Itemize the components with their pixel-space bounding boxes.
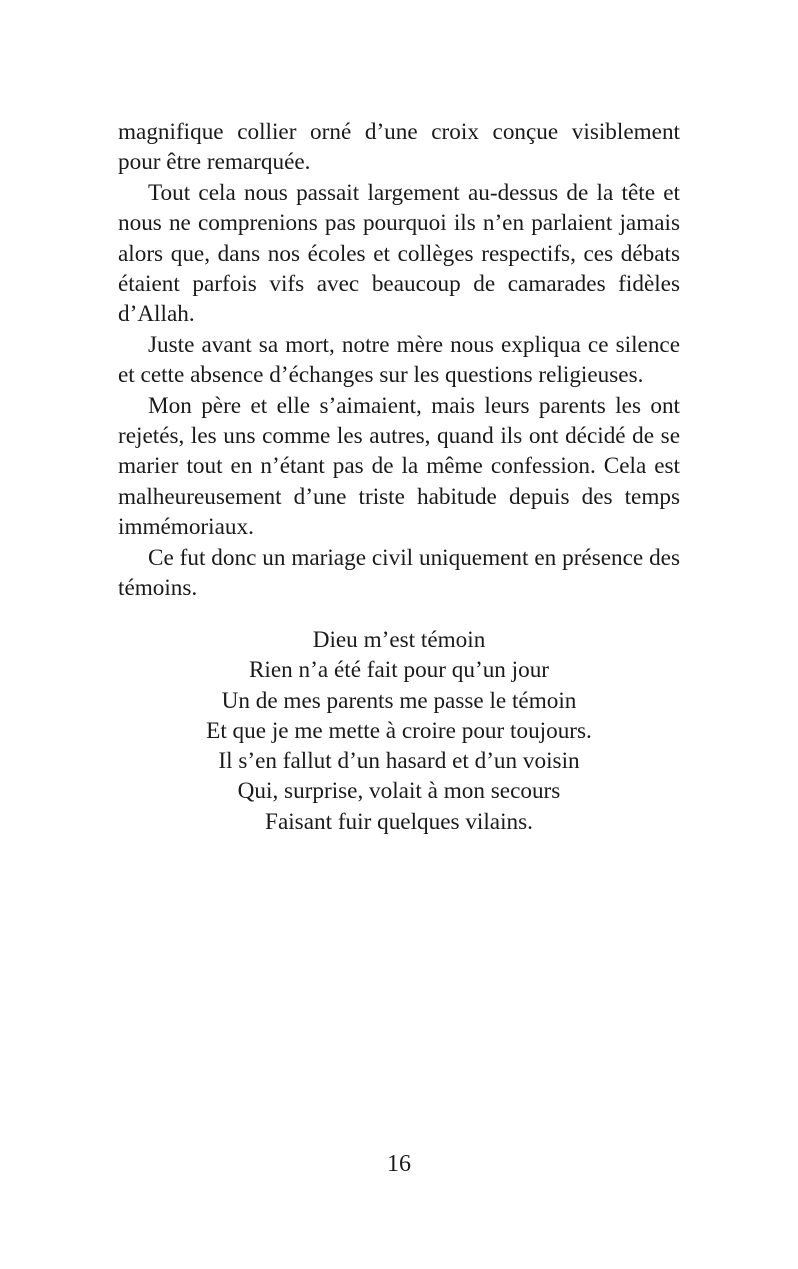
poem-line: Et que je me mette à croire pour toujours. bbox=[206, 717, 592, 744]
paragraph: Tout cela nous passait largement au-dessus de la tête et nous ne comprenions pas pourquoi ils n’en parlaient jamais alors que, dans nos écoles et collèges respectifs, ces débats étaient parfois vifs avec beaucoup de camarades fidèles d’Allah. bbox=[118, 179, 680, 328]
paragraph: Juste avant sa mort, notre mère nous expliqua ce silence et cette absence d’échanges sur les questions religieuses. bbox=[118, 331, 680, 389]
poem-line: Dieu m’est témoin bbox=[312, 627, 486, 653]
poem-line: Un de mes parents me passe le témoin bbox=[221, 687, 577, 714]
poem-line: Rien n’a été fait pour qu’un jour bbox=[248, 657, 550, 684]
poem-line: Il s’en fallut d’un hasard et d’un voisin bbox=[218, 748, 580, 775]
poem-line: Qui, surprise, volait à mon secours bbox=[237, 778, 561, 805]
body-text bbox=[118, 117, 680, 604]
paragraph-continued: magnifique collier orné d’une croix conçue visiblement pour être remarquée. bbox=[118, 119, 680, 176]
paragraph: Ce fut donc un mariage civil uniquement en présence des témoins. bbox=[118, 544, 680, 602]
page-number: 16 bbox=[387, 1151, 411, 1177]
paragraph: Mon père et elle s’aimaient, mais leurs parents les ont rejetés, les uns comme les autres, quand ils ont décidé de se marier tout en n’étant pas de la même confession. Cela est malheureusement d’une triste habitude depuis des temps immémoriaux. bbox=[118, 392, 680, 541]
poem bbox=[118, 625, 680, 837]
poem-line: Faisant fuir quelques vilains. bbox=[265, 808, 533, 835]
